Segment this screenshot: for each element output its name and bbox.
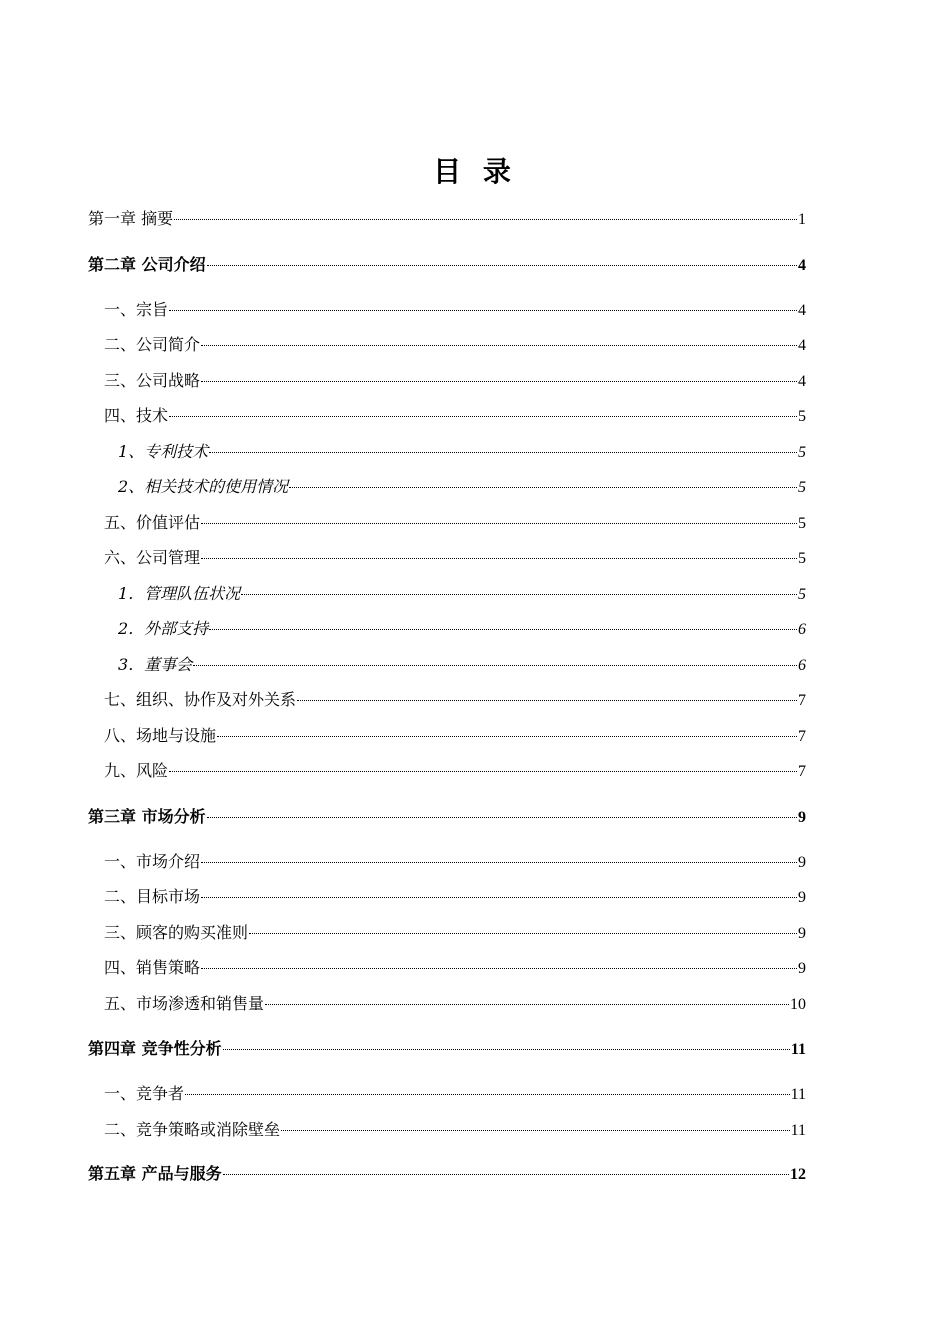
- dot-leader: [169, 771, 797, 772]
- toc-entry-page: 6: [798, 621, 806, 638]
- toc-entry-label: 2、相关技术的使用情况: [118, 477, 289, 496]
- toc-entry-subsection[interactable]: [118, 654, 806, 677]
- toc-entry-page: 9: [798, 809, 806, 826]
- dot-leader: [289, 487, 797, 488]
- toc-entry-section[interactable]: [104, 547, 806, 570]
- toc-entry-page: 9: [798, 925, 806, 942]
- dot-leader: [281, 1130, 790, 1131]
- toc-entry-chapter-1[interactable]: [88, 208, 806, 231]
- toc-entry-label: 1、专利技术: [118, 442, 209, 461]
- toc-entry-page: 12: [790, 1166, 806, 1183]
- toc-entry-label: 一、竞争者: [104, 1084, 185, 1103]
- toc-entry-page: 7: [798, 763, 806, 780]
- dot-leader: [217, 736, 797, 737]
- toc-entry-label: 1．管理队伍状况: [118, 584, 241, 603]
- toc-entry-page: 5: [798, 586, 806, 603]
- toc-entry-label: 二、目标市场: [104, 887, 201, 906]
- toc-entry-section[interactable]: [104, 993, 806, 1016]
- toc-entry-label: 第三章 市场分析: [88, 807, 206, 826]
- toc-entry-page: 11: [790, 1041, 806, 1058]
- toc-entry-page: 5: [798, 479, 806, 496]
- toc-entry-section[interactable]: [104, 851, 806, 874]
- toc-entry-label: 四、技术: [104, 406, 169, 425]
- toc-entry-page: 7: [798, 692, 806, 709]
- toc-entry-label: 第二章 公司介绍: [88, 255, 206, 274]
- toc-entry-label: 第四章 竞争性分析: [88, 1039, 222, 1058]
- dot-leader: [265, 1004, 789, 1005]
- toc-entry-label: 2．外部支持: [118, 619, 209, 638]
- dot-leader: [209, 452, 797, 453]
- toc-entry-label: 八、场地与设施: [104, 726, 217, 745]
- dot-leader: [223, 1049, 790, 1050]
- toc-entry-label: 3．董事会: [118, 655, 193, 674]
- toc-entry-page: 4: [798, 257, 806, 274]
- toc-entry-label: 六、公司管理: [104, 548, 201, 567]
- toc-entry-label: 五、市场渗透和销售量: [104, 994, 265, 1013]
- dot-leader: [223, 1174, 789, 1175]
- dot-leader: [174, 219, 797, 220]
- dot-leader: [169, 310, 797, 311]
- dot-leader: [169, 416, 797, 417]
- toc-entry-label: 五、价值评估: [104, 513, 201, 532]
- toc-entry-page: 10: [790, 996, 806, 1013]
- toc-entry-section[interactable]: [104, 725, 806, 748]
- toc-entry-section[interactable]: [104, 760, 806, 783]
- toc-entry-label: 三、顾客的购买准则: [104, 923, 249, 942]
- toc-entry-chapter-3[interactable]: [88, 806, 806, 829]
- toc-entry-page: 4: [798, 302, 806, 319]
- dot-leader: [201, 862, 797, 863]
- dot-leader: [249, 933, 797, 934]
- dot-leader: [201, 345, 797, 346]
- toc-entry-section[interactable]: [104, 886, 806, 909]
- dot-leader: [201, 968, 797, 969]
- toc-entry-chapter-5[interactable]: [88, 1163, 806, 1186]
- toc-entry-section[interactable]: [104, 405, 806, 428]
- dot-leader: [207, 265, 797, 266]
- toc-entry-section[interactable]: [104, 957, 806, 980]
- dot-leader: [209, 629, 797, 630]
- dot-leader: [297, 700, 797, 701]
- dot-leader: [185, 1094, 790, 1095]
- toc-entry-page: 9: [798, 854, 806, 871]
- dot-leader: [193, 665, 797, 666]
- toc-entry-page: 4: [798, 337, 806, 354]
- toc-entry-page: 11: [790, 1086, 806, 1103]
- toc-entry-label: 九、风险: [104, 761, 169, 780]
- toc-entry-label: 第五章 产品与服务: [88, 1164, 222, 1183]
- toc-entry-subsection[interactable]: [118, 583, 806, 606]
- toc-entry-label: 三、公司战略: [104, 371, 201, 390]
- toc-entry-page: 9: [798, 960, 806, 977]
- toc-entry-section[interactable]: [104, 334, 806, 357]
- toc-entry-label: 二、竞争策略或消除壁垒: [104, 1120, 281, 1139]
- toc-entry-section[interactable]: [104, 1083, 806, 1106]
- page-title: 目 录: [433, 155, 517, 188]
- toc-entry-page: 7: [798, 728, 806, 745]
- toc-entry-section[interactable]: [104, 512, 806, 535]
- toc-entry-section[interactable]: [104, 370, 806, 393]
- dot-leader: [201, 897, 797, 898]
- toc-entry-page: 6: [798, 657, 806, 674]
- toc-entry-section[interactable]: [104, 1119, 806, 1142]
- dot-leader: [201, 523, 797, 524]
- toc-entry-subsection[interactable]: [118, 476, 806, 499]
- dot-leader: [201, 558, 797, 559]
- dot-leader: [241, 594, 797, 595]
- toc-entry-page: 5: [798, 444, 806, 461]
- toc-entry-subsection[interactable]: [118, 618, 806, 641]
- toc-entry-page: 5: [798, 550, 806, 567]
- toc-entry-page: 5: [798, 515, 806, 532]
- toc-entry-page: 1: [798, 211, 806, 228]
- toc-entry-label: 一、市场介绍: [104, 852, 201, 871]
- toc-entry-page: 4: [798, 373, 806, 390]
- toc-entry-page: 5: [798, 408, 806, 425]
- toc-entry-label: 四、销售策略: [104, 958, 201, 977]
- toc-entry-page: 11: [790, 1122, 806, 1139]
- toc-entry-page: 9: [798, 889, 806, 906]
- toc-entry-section[interactable]: [104, 922, 806, 945]
- toc-entry-label: 七、组织、协作及对外关系: [104, 690, 297, 709]
- toc-entry-subsection[interactable]: [118, 441, 806, 464]
- dot-leader: [207, 817, 797, 818]
- toc-entry-section[interactable]: [104, 299, 806, 322]
- toc-entry-label: 二、公司简介: [104, 335, 201, 354]
- toc-entry-chapter-2[interactable]: [88, 254, 806, 277]
- toc-entry-label: 一、宗旨: [104, 300, 169, 319]
- dot-leader: [201, 381, 797, 382]
- toc-entry-label: 第一章 摘要: [88, 209, 174, 228]
- toc-entry-chapter-4[interactable]: [88, 1038, 806, 1061]
- toc-entry-section[interactable]: [104, 689, 806, 712]
